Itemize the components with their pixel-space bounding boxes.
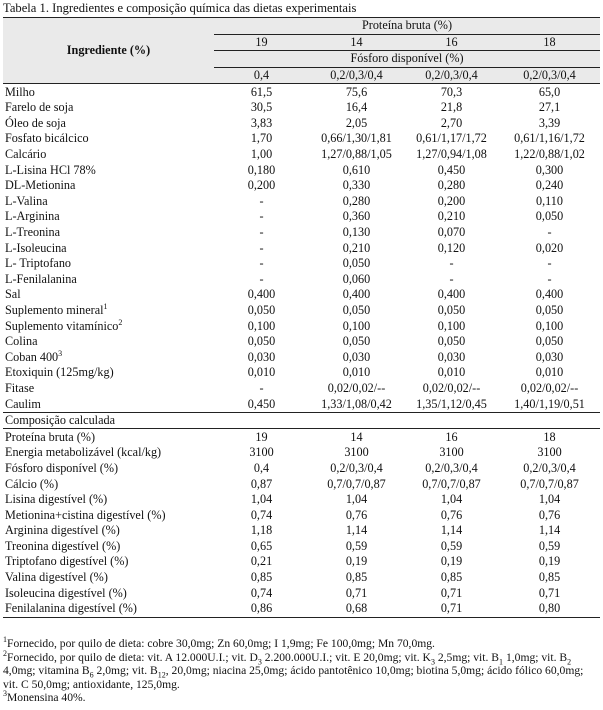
value-cell: 75,6 xyxy=(345,84,368,99)
value-cell: 19 xyxy=(255,429,268,444)
value-cell: 0,130 xyxy=(342,225,371,240)
footnote-3: $^3$Monensina 40%. xyxy=(3,689,86,705)
value-cell: 0,19 xyxy=(538,554,561,569)
value-cell: 16 xyxy=(445,429,458,444)
value-cell: 0,280 xyxy=(437,178,466,193)
row-label: Treonina digestível (%) xyxy=(5,538,121,553)
value-cell: 0,76 xyxy=(538,507,561,522)
ingredient-row xyxy=(3,131,600,147)
ingredient-row xyxy=(3,365,600,381)
header-row-protein xyxy=(3,18,600,35)
value-cell: 0,120 xyxy=(437,240,466,255)
value-cell: 0,200 xyxy=(247,178,276,193)
row-label: Coban $400^3$ xyxy=(5,348,63,364)
row-label: Isoleucina digestível (%) xyxy=(5,585,127,600)
ingredient-row xyxy=(3,303,600,319)
value-cell: 21,8 xyxy=(440,100,463,115)
ingredient-row xyxy=(3,147,600,163)
value-cell: - xyxy=(547,256,552,271)
phosphorus-level: 0,2/0,3/0,4 xyxy=(404,67,499,84)
value-cell: 0,19 xyxy=(440,554,463,569)
row-label: Fósforo disponível (%) xyxy=(5,460,119,475)
value-cell: 0,450 xyxy=(247,396,276,411)
value-cell: 0,100 xyxy=(342,318,371,333)
row-label: L-Lisina HCl 78% xyxy=(5,162,96,177)
ingredient-row xyxy=(3,209,600,225)
value-cell: 1,04 xyxy=(538,492,561,507)
phosphorus-level: 0,2/0,3/0,4 xyxy=(309,67,404,84)
value-cell: 1,04 xyxy=(440,492,463,507)
value-cell: - xyxy=(259,271,264,286)
value-cell: 0,7/0,7/0,87 xyxy=(422,476,481,491)
value-cell: 0,66/1,30/1,81 xyxy=(321,131,392,146)
value-cell: 0,59 xyxy=(345,538,368,553)
composition-row xyxy=(3,539,600,555)
value-cell: 0,71 xyxy=(404,601,499,617)
value-cell: 2,70 xyxy=(440,115,463,130)
row-label: Milho xyxy=(5,84,35,99)
ingredient-row xyxy=(3,287,600,303)
composition-row xyxy=(3,601,600,617)
value-cell: 1,04 xyxy=(345,492,368,507)
phosphorus-group-header: Fósforo disponível (%) xyxy=(214,51,600,68)
value-cell: 0,7/0,7/0,87 xyxy=(327,476,386,491)
value-cell: 3100 xyxy=(439,445,464,460)
value-cell: 0,71 xyxy=(345,585,368,600)
value-cell: 1,00 xyxy=(250,147,273,162)
ingredient-row xyxy=(3,334,600,350)
value-cell: 0,010 xyxy=(247,365,276,380)
value-cell: 1,14 xyxy=(345,523,368,538)
row-label: DL-Metionina xyxy=(5,178,76,193)
value-cell: 0,050 xyxy=(342,302,371,317)
value-cell: 0,59 xyxy=(538,538,561,553)
value-cell: 0,74 xyxy=(250,585,273,600)
value-cell: 3100 xyxy=(344,445,369,460)
ingredient-row xyxy=(3,396,600,412)
composition-section-title: Composição calculada xyxy=(3,412,600,429)
footnotes xyxy=(3,637,600,705)
composition-row xyxy=(3,445,600,461)
ingredient-row xyxy=(3,194,600,210)
row-label: L-Isoleucina xyxy=(5,240,67,255)
value-cell: 0,74 xyxy=(250,507,273,522)
value-cell: 0,180 xyxy=(247,162,276,177)
value-cell: 0,4 xyxy=(253,460,270,475)
value-cell: 3100 xyxy=(537,445,562,460)
value-cell: 0,400 xyxy=(437,287,466,302)
value-cell: 1,04 xyxy=(250,492,273,507)
value-cell: 0,010 xyxy=(342,365,371,380)
protein-level: 14 xyxy=(309,34,404,51)
value-cell: 0,050 xyxy=(342,256,371,271)
value-cell: 0,050 xyxy=(342,334,371,349)
value-cell: 0,450 xyxy=(437,162,466,177)
value-cell: 0,030 xyxy=(437,349,466,364)
value-cell: 1,27/0,88/1,05 xyxy=(321,147,392,162)
composition-row xyxy=(3,461,600,477)
value-cell: 1,18 xyxy=(250,523,273,538)
composition-row xyxy=(3,476,600,492)
value-cell: 0,020 xyxy=(535,240,564,255)
value-cell: - xyxy=(547,225,552,240)
row-label: Fitase xyxy=(5,380,35,395)
composition-row xyxy=(3,570,600,586)
row-label: Colina xyxy=(5,334,38,349)
row-label: Triptofano digestível (%) xyxy=(5,554,129,569)
row-label: L-Treonina xyxy=(5,225,61,240)
value-cell: 0,02/0,02/-- xyxy=(327,380,386,395)
value-cell: 0,85 xyxy=(345,570,368,585)
row-label: Fosfato bicálcico xyxy=(5,131,89,146)
value-cell: - xyxy=(259,380,264,395)
row-label: L- Triptofano xyxy=(5,256,72,271)
value-cell: 0,02/0,02/-- xyxy=(520,380,579,395)
value-cell: 0,400 xyxy=(342,287,371,302)
value-cell: 0,100 xyxy=(535,318,564,333)
value-cell: 61,5 xyxy=(250,84,273,99)
ingredient-row xyxy=(3,240,600,256)
value-cell: 0,87 xyxy=(250,476,273,491)
value-cell: 1,14 xyxy=(538,523,561,538)
value-cell: 0,21 xyxy=(250,554,273,569)
value-cell: 0,360 xyxy=(342,209,371,224)
row-label: Calcário xyxy=(5,147,47,162)
composition-row xyxy=(3,507,600,523)
footnote-1: $^1$Fornecido, por quilo de dieta: cobre 30,0mg; Zn 60,0mg; I 1,9mg; Fe 100,0mg; Mn 70,0mg. xyxy=(3,635,435,650)
value-cell: 0,300 xyxy=(535,162,564,177)
row-label: L-Valina xyxy=(5,193,48,208)
ingredient-row xyxy=(3,349,600,365)
ingredient-row xyxy=(3,318,600,334)
value-cell: 0,86 xyxy=(214,601,309,617)
row-label: Óleo de soja xyxy=(5,115,66,130)
protein-level: 19 xyxy=(214,34,309,51)
value-cell: 0,030 xyxy=(535,349,564,364)
ingredient-row xyxy=(3,225,600,241)
value-cell: 0,65 xyxy=(250,538,273,553)
row-label: Lisina digestível (%) xyxy=(5,492,108,507)
row-label: Metionina+cistina digestível (%) xyxy=(5,507,166,522)
value-cell: 0,2/0,3/0,4 xyxy=(523,460,576,475)
row-label: Valina digestível (%) xyxy=(5,570,108,585)
value-cell: 3,39 xyxy=(538,115,561,130)
value-cell: 0,330 xyxy=(342,178,371,193)
value-cell: 0,010 xyxy=(437,365,466,380)
composition-row xyxy=(3,492,600,508)
value-cell: 0,76 xyxy=(345,507,368,522)
value-cell: 0,80 xyxy=(499,601,600,617)
value-cell: 65,0 xyxy=(538,84,561,99)
value-cell: 0,050 xyxy=(247,302,276,317)
value-cell: - xyxy=(259,240,264,255)
value-cell: 0,210 xyxy=(342,240,371,255)
value-cell: 0,7/0,7/0,87 xyxy=(520,476,579,491)
value-cell: 0,070 xyxy=(437,225,466,240)
value-cell: 30,5 xyxy=(250,100,273,115)
value-cell: 0,030 xyxy=(342,349,371,364)
value-cell: 0,61/1,16/1,72 xyxy=(514,131,585,146)
value-cell: 0,060 xyxy=(342,271,371,286)
value-cell: 0,2/0,3/0,4 xyxy=(330,460,383,475)
value-cell: 0,2/0,3/0,4 xyxy=(425,460,478,475)
value-cell: 0,200 xyxy=(437,193,466,208)
row-label: Fenilalanina digestível (%) xyxy=(3,601,214,617)
value-cell: 1,70 xyxy=(250,131,273,146)
value-cell: 70,3 xyxy=(440,84,463,99)
row-label: Energia metabolizável (kcal/kg) xyxy=(5,445,162,460)
value-cell: - xyxy=(259,225,264,240)
ingredient-row xyxy=(3,100,600,116)
ingredient-column-header: Ingrediente (%) xyxy=(3,18,214,84)
value-cell: 0,400 xyxy=(535,287,564,302)
value-cell: 0,19 xyxy=(345,554,368,569)
value-cell: 0,76 xyxy=(440,507,463,522)
value-cell: 0,85 xyxy=(440,570,463,585)
value-cell: 3100 xyxy=(249,445,274,460)
protein-level: 18 xyxy=(499,34,600,51)
value-cell: 0,71 xyxy=(538,585,561,600)
row-label: Cálcio (%) xyxy=(5,476,59,491)
value-cell: 0,280 xyxy=(342,193,371,208)
ingredient-row xyxy=(3,178,600,194)
value-cell: 16,4 xyxy=(345,100,368,115)
composition-row xyxy=(3,585,600,601)
value-cell: 0,71 xyxy=(440,585,463,600)
value-cell: 0,050 xyxy=(535,334,564,349)
value-cell: 0,610 xyxy=(342,162,371,177)
value-cell: 0,050 xyxy=(535,302,564,317)
composition-row xyxy=(3,429,600,445)
value-cell: - xyxy=(259,256,264,271)
ingredient-row xyxy=(3,84,600,100)
value-cell: 0,050 xyxy=(247,334,276,349)
value-cell: 0,100 xyxy=(247,318,276,333)
value-cell: 1,33/1,08/0,42 xyxy=(321,396,392,411)
value-cell: - xyxy=(259,193,264,208)
table-title: Tabela 1. Ingredientes e composição química das dietas experimentais xyxy=(3,1,357,15)
ingredient-row xyxy=(3,116,600,132)
ingredient-row xyxy=(3,256,600,272)
row-label: Suplemento vitamínico$^2$ xyxy=(5,317,123,333)
composition-row xyxy=(3,523,600,539)
value-cell: 0,100 xyxy=(437,318,466,333)
phosphorus-level: 0,4 xyxy=(214,67,309,84)
value-cell: 1,14 xyxy=(440,523,463,538)
value-cell: 3,83 xyxy=(250,115,273,130)
row-label: Suplemento mineral$^1$ xyxy=(5,301,108,317)
value-cell: 0,050 xyxy=(437,302,466,317)
protein-group-header: Proteína bruta (%) xyxy=(214,18,600,35)
row-label: Arginina digestível (%) xyxy=(5,523,120,538)
value-cell: - xyxy=(259,209,264,224)
value-cell: 0,050 xyxy=(535,209,564,224)
value-cell: 2,05 xyxy=(345,115,368,130)
value-cell: 0,010 xyxy=(535,365,564,380)
value-cell: 1,22/0,88/1,02 xyxy=(514,147,585,162)
phosphorus-level: 0,2/0,3/0,4 xyxy=(499,67,600,84)
row-label: Proteína bruta (%) xyxy=(5,429,96,444)
ingredient-row xyxy=(3,162,600,178)
ingredient-row xyxy=(3,381,600,397)
footnote-2: $^2$Fornecido, por quilo de dieta: vit. A 12.000U.I.; vit. $D_3$ 2.200.000U.I.; vit. E 20,0mg; vit. $K_3$ 2,5mg; vit. $B_1$ 1,0mg; vit. $B_2$ 4,0mg; vitamina $B_6$ 2,0mg; vit. $B_{12}$, 20,0mg; niacina 25,0mg; ácido pantotênico 10,0mg; biotina 5,0mg; ácido fólico 60,0mg; vit. C 50,0mg; antioxidante, 125,0mg. xyxy=(3,648,584,691)
value-cell: 14 xyxy=(350,429,363,444)
value-cell: 27,1 xyxy=(538,100,561,115)
composition-section-row xyxy=(3,412,600,429)
value-cell: - xyxy=(547,271,552,286)
value-cell: 0,050 xyxy=(437,334,466,349)
value-cell: 0,85 xyxy=(250,570,273,585)
row-label: Etoxiquin (125mg/kg) xyxy=(5,365,114,380)
value-cell: - xyxy=(449,256,454,271)
value-cell: 1,35/1,12/0,45 xyxy=(416,396,487,411)
protein-level: 16 xyxy=(404,34,499,51)
value-cell: 0,110 xyxy=(536,193,563,208)
row-label: Sal xyxy=(5,287,21,302)
value-cell: 0,59 xyxy=(440,538,463,553)
diet-table xyxy=(3,17,600,618)
value-cell: 0,02/0,02/-- xyxy=(422,380,481,395)
value-cell: 0,030 xyxy=(247,349,276,364)
value-cell: 0,61/1,17/1,72 xyxy=(416,131,487,146)
value-cell: 1,27/0,94/1,08 xyxy=(416,147,487,162)
value-cell: 0,210 xyxy=(437,209,466,224)
row-label: L-Fenilalanina xyxy=(5,271,77,286)
composition-row xyxy=(3,554,600,570)
value-cell: 0,400 xyxy=(247,287,276,302)
value-cell: 18 xyxy=(543,429,556,444)
row-label: L-Arginina xyxy=(5,209,60,224)
value-cell: 1,40/1,19/0,51 xyxy=(514,396,585,411)
row-label: Caulim xyxy=(5,396,41,411)
row-label: Farelo de soja xyxy=(5,100,74,115)
value-cell: - xyxy=(449,271,454,286)
value-cell: 0,240 xyxy=(535,178,564,193)
value-cell: 0,85 xyxy=(538,570,561,585)
value-cell: 0,68 xyxy=(309,601,404,617)
ingredient-row xyxy=(3,272,600,288)
